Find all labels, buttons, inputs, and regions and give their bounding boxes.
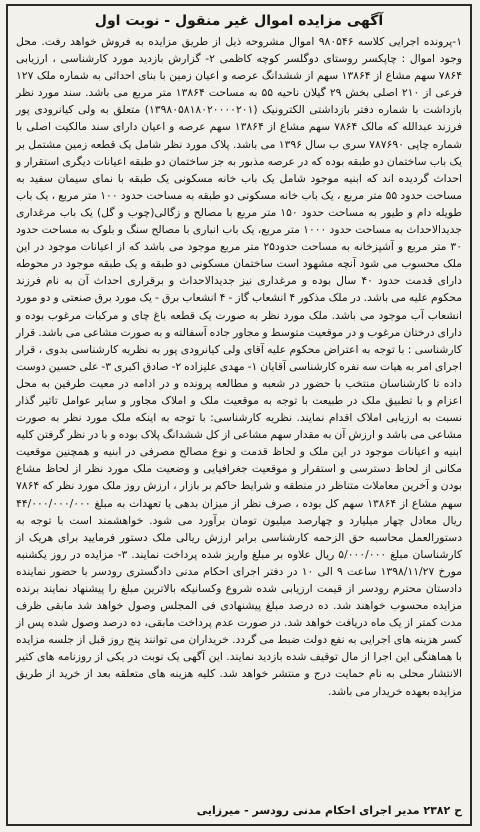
notice-footer: ح ۲۳۸۲ مدیر اجرای احکام مدنی رودسر - میرزایی [196, 804, 462, 817]
notice-body: ۱-پرونده اجرایی کلاسه ۹۸۰۵۴۶ اموال مشروحه ذیل از طریق مزایده به فروش خواهد رفت. محل وجود اموال : چاپکسر روستای دوگلسر کوچه کاظمی ۲- گزارش بازدید مورد کارشناسی ، ارزیابی ۷۸۶۴ سهم مشاع از ۱۳۸۶۴ سهم از ششدانگ عرصه و اعیان زمین با بنای احداثی به شماره ملک ۱۲۷ فرعی از ۲۱۰ اصلی بخش ۲۹ گیلان ناحیه ۵۵ به مساحت ۱۳۸۶۴ متر مربع می باشد. سند مورد نظر بازداشت با شماره دفتر بازداشتی الکترونیک (۱۳۹۸۰۵۸۱۸۰۲۰۰۰۰۲۰۱) متعلق به ولی کیانرودی پور فرزند عبدالله که مالک ۷۸۶۴ سهم مشاع از ۱۳۸۶۴ سهم عرصه و اعیان دارای سند مالکیت اصلی با شماره چاپی ۷۸۷۶۹۰ سری ب سال ۱۳۹۶ می باشد. پلاک مورد نظر شامل یک قطعه زمین مشتمل بر یک باب ساختمان دو طبقه بوده که در عرصه مذبور به جز ساختمان دو طبقه اعیانات دیگری استقرار و احداث گردیده اند که ابنیه موجود شامل یک باب خانه مسکونی یک طبقه با نمای سیمان سفید به مساحت حدود ۵۵ متر مربع ، یک باب خانه مسکونی دو طبقه به مساحت حدود ۱۰۰ متر مربع ، یک باب طویله دام و طیور به مساحت حدود ۱۵۰ متر مربع با مصالح و زگالی(چوب و گل) یک باب مرغداری جدیدالاحداث به مساحت حدود ۱۰۰۰ متر مربع، یک باب انباری با مصالح سنگ و بلوک به مساحت حدود ۳۰ متر مربع و آشپزخانه به مساحت حدود۲۵ متر مربع موجود می باشد که از اعیانات موجود در این ملک محسوب می شود آنچه مشهود است ساختمان مسکونی دو طبقه و یک طبقه موجود در محوطه دارای قدمت حدود ۴۰ سال بوده و مرغداری نیز جدیدالاحداث و برقراری احداث آن به نام فرزند محکوم علیه می باشد. در ملک مذکور ۴ انشعاب گاز - ۴ انشعاب برق - یک مورد برق صنعتی و دو مورد انشعاب آب موجود می باشد. ملک مورد نظر به صورت یک قطعه باغ چای و مرکبات مرغوب بوده و دارای درختان مرغوب و در موقعیت متوسط و مجاور جاده آسفالته و به صورت مشاعی می باشد. قرار کارشناسی : با توجه به اعتراض محکوم علیه آقای ولی کیانرودی پور به نظریه کارشناسی بدوی ، قرار اجرای امر به هیات سه نفره کارشناسی آقایان ۱- مهدی علیزاده ۲- صادق اکبری ۳- علی حسین دوست داده تا کارشناسان منتخب با حضور در شعبه و مطالعه پرونده و در ادامه در معیت طرفین به محل اعزام و با تطبیق ملک در طبیعت با توجه به موقعیت ملک و املاک مجاور و سایر عوامل تاثیر گذار نسبت به ارزیابی املاک اقدام نمایند. نظریه کارشناسی: با توجه به اینکه ملک مورد نظر به صورت مشاعی می باشد و ارزش آن به مقدار سهم مشاعی از کل ششدانگ پلاک بوده و با در نظر گرفتن کلیه ابنیه و اعیانات موجود در این ملک و لحاظ قدمت و نوع مصالح مصرفی در ابنیه و همچنین موقعیت مکانی از لحاظ دسترسی و استقرار و موقعیت جغرافیایی و وضعیت ملک مورد نظر از لحاظ مشاع بودن و آخرین معاملات متناظر در منطقه و شرایط حاکم بر بازار ، ارزش روز ملک مورد نظر که ۷۸۶۴ سهم مشاع از ۱۳۸۶۴ سهم کل بوده ، صرف نظر از میزان بدهی یا تعهدات به مبلغ ۴۴/۰۰۰/۰۰۰/۰۰۰ ریال معادل چهار میلیارد و چهارصد میلیون تومان برآورد می شود. خواهشمند است با توجه به دستورالعمل محاسبه حق الزحمه کارشناسی برابر ارزش ریالی ملک دستور فرمایید برای هریک از کارشناسان مبلغ ۵/۰۰۰/۰۰۰ ریال علاوه بر مبلغ واریز شده پرداخت نمایند. ۳- مزایده در روز یکشنبه مورخ ۱۳۹۸/۱۱/۲۷ ساعت ۹ الی ۱۰ در دفتر اجرای احکام مدنی دادگستری رودسر با حضور نماینده دادستان محترم رودسر از قیمت ارزیابی شده شروع وکسانیکه بالاترین مبلغ را پیشنهاد نمایند برنده مزایده محسوب خواهند شد. ده درصد مبلغ پیشنهادی فی المجلس وصول خواهد شد مابقی ظرف مدت کمتر از یک ماه دریافت خواهد شد. در صورت عدم پرداخت مابقی، ده درصد وصول شده پس از کسر هزینه های اجرایی به نفع دولت ضبط می گردد. خریداران می توانند پنج روز قبل از جلسه مزایده با هماهنگی این اجرا از مال توقیف شده بازدید نمایند. این آگهی یک نوبت در یکی از روزنامه های کثیر الانتشار محلی به نام حمایت درج و منتشر خواهد شد. کلیه هزینه های متعلقه بعد از خرید از طریق مزایده بعهده خریدار می باشد. [16, 35, 463, 698]
notice-title: آگهی مزایده اموال غیر منقول - نوبت اول [94, 13, 384, 29]
auction-notice [6, 4, 472, 826]
